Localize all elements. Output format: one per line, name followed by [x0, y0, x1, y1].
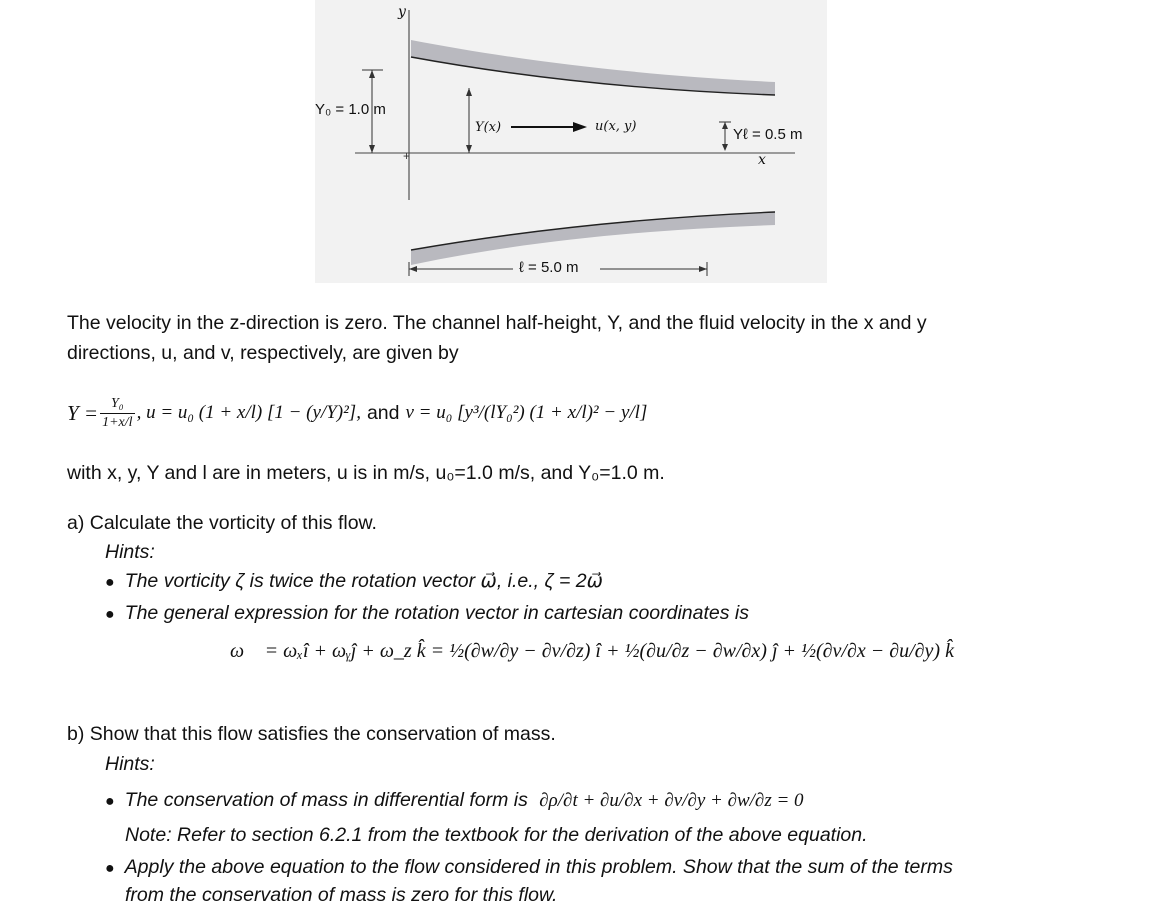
part-a-hints-label: Hints: — [105, 541, 155, 563]
v-eq: v = u₀ [y³/(lY₀²) (1 + x/l)² − y/l] — [405, 402, 648, 423]
lower-wall — [411, 212, 775, 265]
yl-arrow-bottom — [722, 144, 728, 151]
u-eq: , u = u₀ (1 + x/l) [1 − (y/Y)²], — [136, 402, 361, 423]
length-arrow-left — [409, 266, 417, 272]
velocity-label: u(x, y) — [595, 119, 637, 134]
units-line: with x, y, Y and l are in meters, u is in m/s, u₀=1.0 m/s, and Y₀=1.0 m. — [67, 462, 665, 484]
velocity-equations — [67, 389, 647, 437]
part-b-title: b) Show that this flow satisfies the conservation of mass. — [67, 723, 556, 745]
part-b-bullet-2-line-2: from the conservation of mass is zero for this flow. — [125, 884, 558, 906]
yl-label: Yℓ = 0.5 m — [733, 126, 803, 143]
part-a-title: a) Calculate the vorticity of this flow. — [67, 512, 377, 534]
y-axis-label: y — [398, 4, 406, 20]
bullet-dot: ● — [105, 793, 115, 810]
part-b-bullet-1 — [105, 785, 804, 817]
upper-wall — [411, 40, 775, 95]
mass-conservation-equation: ∂ρ/∂t + ∂u/∂x + ∂v/∂y + ∂w/∂z = 0 — [539, 790, 804, 811]
y0-label: Y₀ = 1.0 m — [315, 101, 386, 118]
plus-mark: + — [403, 149, 411, 163]
y-eq-fraction — [100, 395, 134, 432]
bullet-dot: ● — [105, 860, 115, 877]
velocity-arrow-head — [573, 122, 587, 132]
y0-arrow-top — [369, 70, 375, 78]
part-b-note: Note: Refer to section 6.2.1 from the textbook for the derivation of the above equation. — [125, 824, 868, 846]
y0-arrow-bottom — [369, 145, 375, 153]
intro-line-1: The velocity in the z-direction is zero. The channel half-height, Y, and the fluid velocity in the x and y — [67, 312, 927, 334]
part-b-bullet-1-text: The conservation of mass in differential form is — [124, 789, 528, 811]
x-axis-label: x — [758, 152, 766, 168]
rotation-vector-equation: ω⃗ = ωₓî + ωᵧĵ + ω_z k̂ = ½(∂w/∂y − ∂v/∂z) î + ½(∂u/∂z − ∂w/∂x) ĵ + ½(∂v/∂x − ∂u/∂y) k̂ — [230, 640, 954, 662]
y-eq-numerator: Y₀ — [100, 395, 134, 414]
channel-figure — [315, 0, 827, 283]
bullet-dot: ● — [105, 606, 115, 623]
part-a-bullet-2-text: The general expression for the rotation vector in cartesian coordinates is — [124, 602, 750, 624]
part-b-bullet-2-line-1: Apply the above equation to the flow considered in this problem. Show that the sum of the terms — [124, 856, 953, 878]
yl-arrow-top — [722, 122, 728, 129]
part-b-hints-label: Hints: — [105, 753, 155, 775]
yx-arrow-top — [466, 88, 472, 96]
yx-arrow-bottom — [466, 145, 472, 153]
part-a-bullet-1 — [105, 566, 603, 598]
y-eq-denominator: 1+x/l — [102, 414, 133, 430]
bullet-dot: ● — [105, 574, 115, 591]
and-text: and — [366, 401, 400, 424]
yx-label: Y(x) — [475, 120, 502, 135]
length-arrow-right — [699, 266, 707, 272]
intro-line-2: directions, u, and v, respectively, are given by — [67, 342, 459, 364]
length-label: ℓ = 5.0 m — [519, 259, 579, 276]
part-a-bullet-1-text: The vorticity ζ is twice the rotation vector ω⃗, i.e., ζ = 2ω⃗ — [124, 570, 603, 592]
y-eq-lhs: Y = — [67, 400, 99, 425]
part-a-bullet-2 — [105, 598, 749, 630]
